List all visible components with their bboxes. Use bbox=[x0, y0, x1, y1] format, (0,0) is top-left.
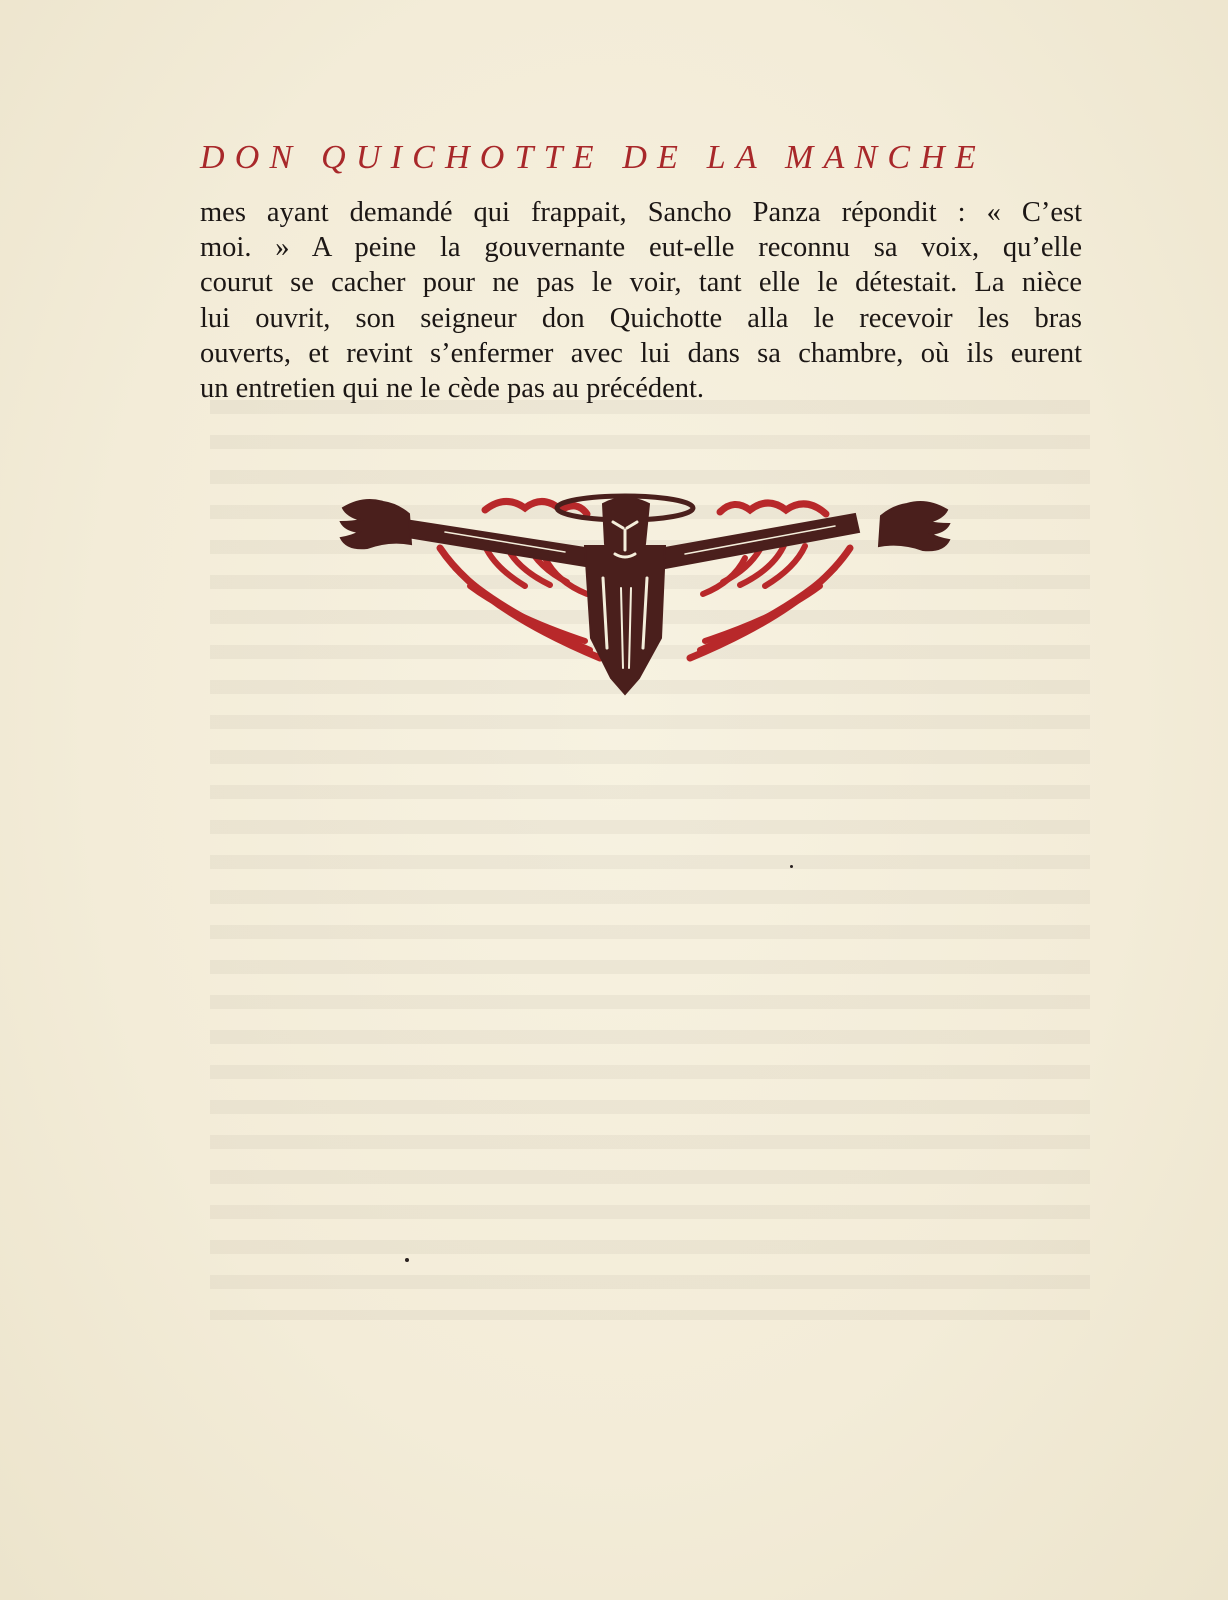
text-line: mes ayant demandé qui frappait, Sancho Panza répondit : « C’est bbox=[200, 197, 1082, 228]
text-line: moi. » A peine la gouvernante eut-elle reconnu sa voix, qu’elle bbox=[200, 232, 1082, 264]
running-head: DON QUICHOTTE DE LA MANCHE bbox=[200, 139, 986, 176]
body-paragraph bbox=[200, 195, 1082, 406]
ink-speck bbox=[405, 1258, 409, 1262]
ink-speck bbox=[790, 865, 793, 868]
text-line: un entretien qui ne le cède pas au précédent. bbox=[200, 372, 705, 404]
text-line: lui ouvrit, son seigneur don Quichotte alla le recevoir les bras bbox=[200, 302, 1082, 334]
winged-figure-woodcut-icon bbox=[335, 488, 955, 708]
text-line: courut se cacher pour ne pas le voir, tant elle le détestait. La nièce bbox=[200, 267, 1082, 299]
text-line: ouverts, et revint s’enfermer avec lui dans sa chambre, où ils eurent bbox=[200, 337, 1082, 369]
